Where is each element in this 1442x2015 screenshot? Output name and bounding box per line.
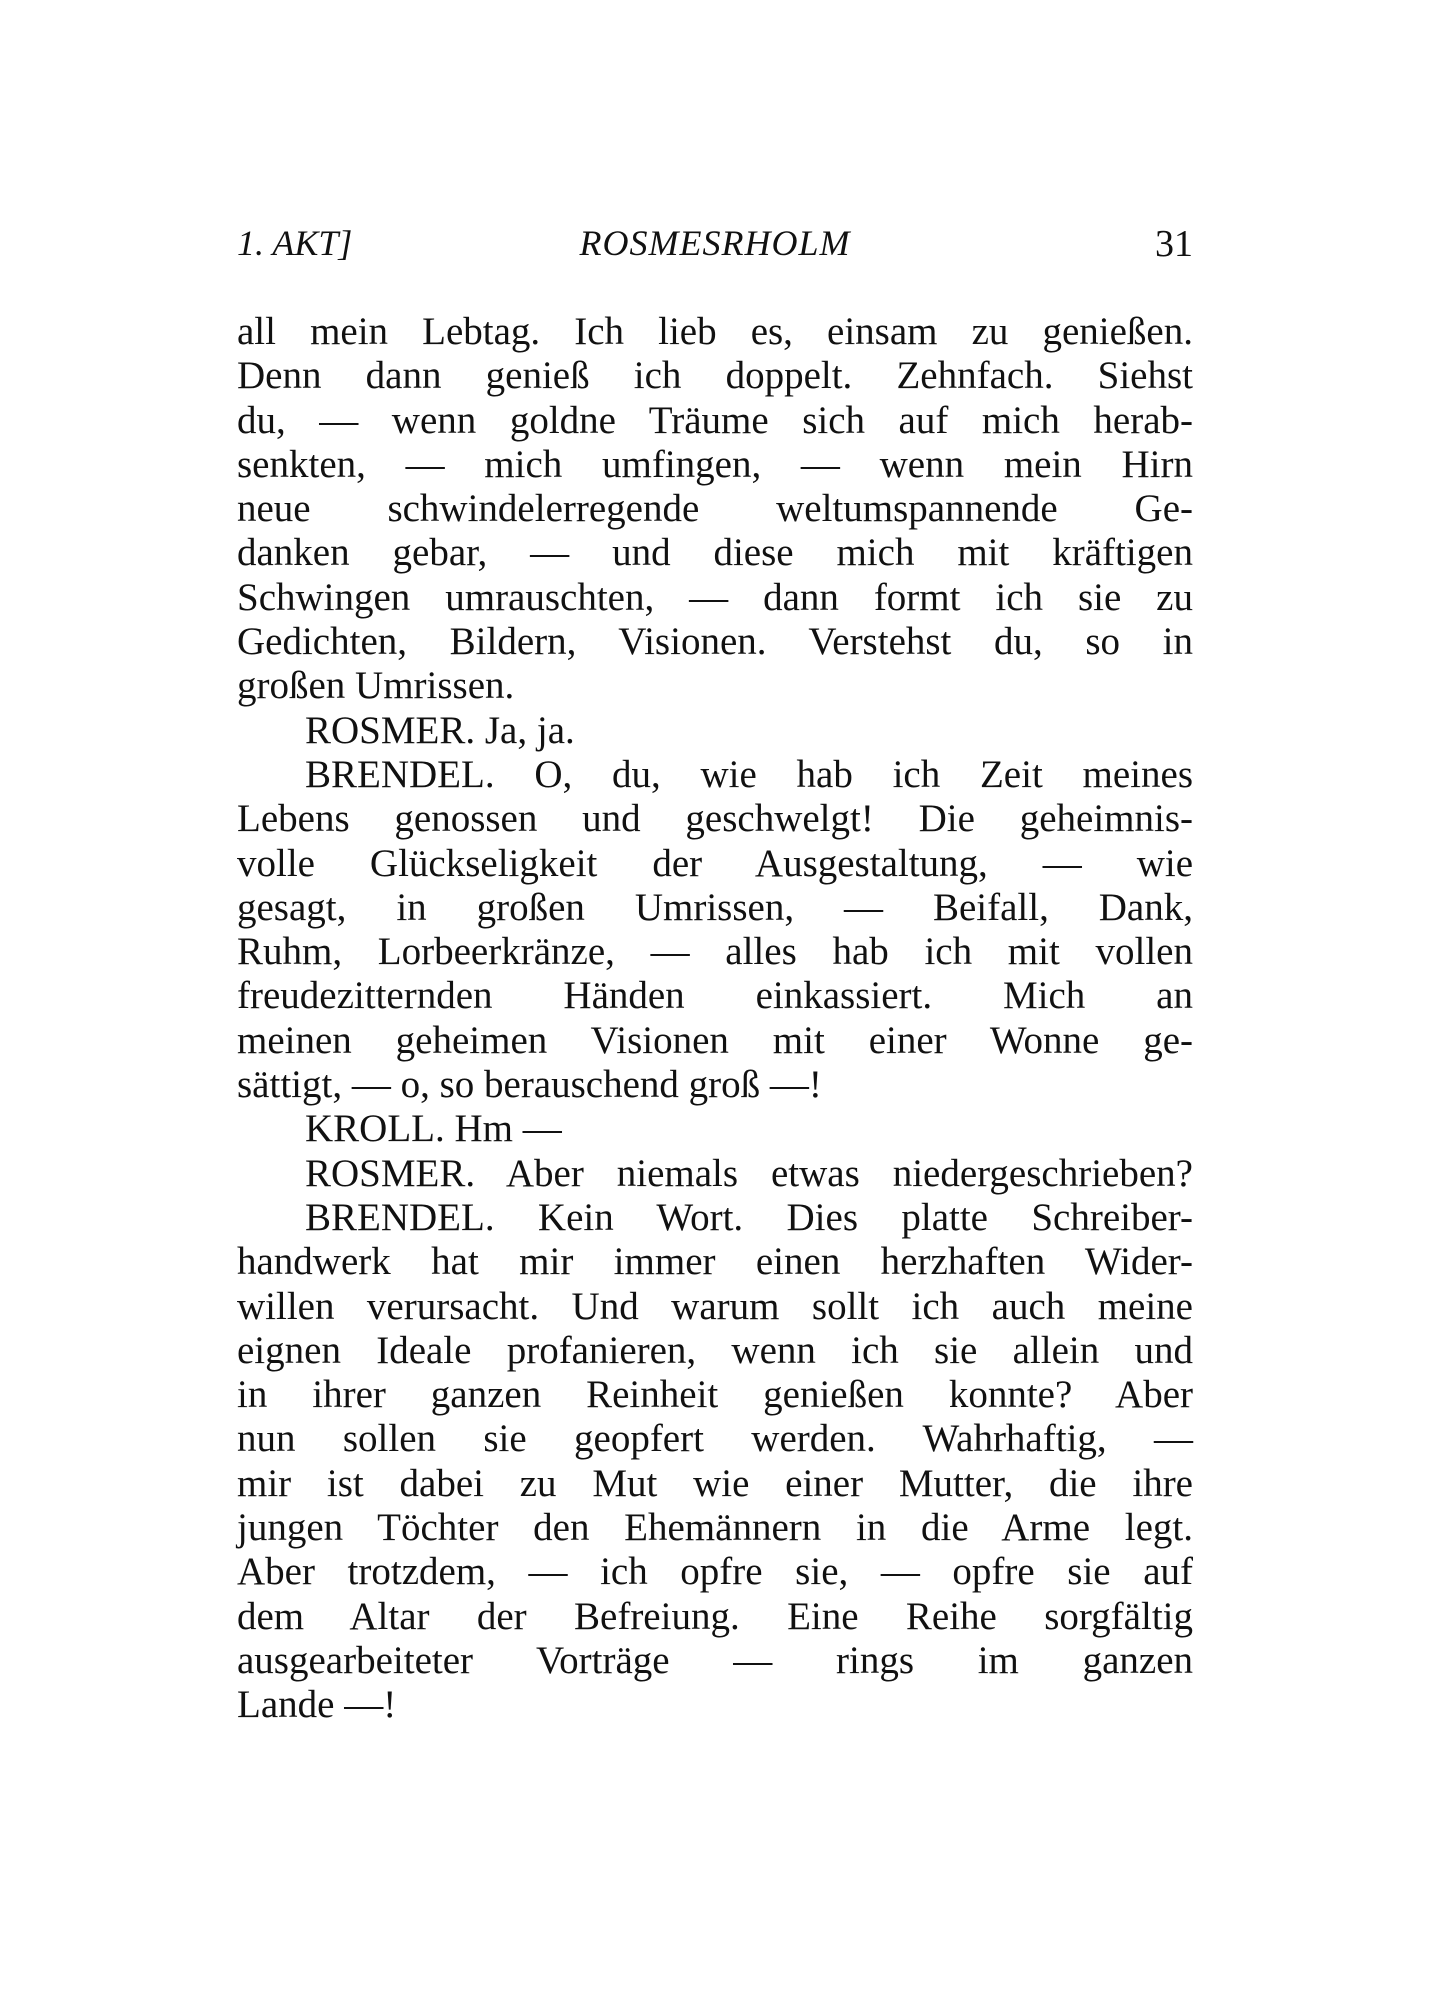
text-line: willen verursacht. Und warum sollt ich auch meine: [237, 1284, 1193, 1328]
text-line: Schwingen umrauschten, — dann formt ich sie zu: [237, 575, 1193, 619]
text-line: ausgearbeiteter Vorträge — rings im ganzen: [237, 1638, 1193, 1682]
play-title: ROSMESRHOLM: [579, 223, 851, 263]
text-line: mir ist dabei zu Mut wie einer Mutter, die ihre: [237, 1461, 1193, 1505]
text-line: volle Glückseligkeit der Ausgestaltung, — wie: [237, 841, 1193, 885]
text-line: großen Umrissen.: [237, 664, 515, 708]
text-line: Gedichten, Bildern, Visionen. Verstehst du, so in: [237, 620, 1193, 664]
text-line: dem Altar der Befreiung. Eine Reihe sorgfältig: [237, 1594, 1193, 1638]
text-line: KROLL. Hm —: [305, 1107, 562, 1151]
text-line: nun sollen sie geopfert werden. Wahrhaftig, —: [237, 1417, 1193, 1461]
text-line: Lande —!: [237, 1683, 397, 1727]
text-line: handwerk hat mir immer einen herzhaften Wider-: [237, 1240, 1193, 1284]
page-body-text: [237, 310, 1193, 1728]
text-line: all mein Lebtag. Ich lieb es, einsam zu genießen.: [237, 310, 1193, 353]
text-line: danken gebar, — und diese mich mit kräftigen: [237, 531, 1193, 575]
page-number: 31: [1155, 223, 1193, 265]
text-line: ROSMER. Aber niemals etwas niedergeschrieben?: [305, 1151, 1193, 1195]
text-line: Denn dann genieß ich doppelt. Zehnfach. Siehst: [237, 354, 1193, 398]
text-line: jungen Töchter den Ehemännern in die Arme legt.: [237, 1506, 1193, 1550]
text-line: freudezitternden Händen einkassiert. Mich an: [237, 974, 1193, 1018]
text-line: BRENDEL. Kein Wort. Dies platte Schreiber-: [305, 1195, 1193, 1239]
text-line: du, — wenn goldne Träume sich auf mich herab-: [237, 398, 1193, 442]
text-line: in ihrer ganzen Reinheit genießen konnte? Aber: [237, 1373, 1193, 1417]
text-line: ROSMER. Ja, ja.: [305, 708, 575, 752]
running-header: [237, 222, 1193, 272]
text-line: sättigt, — o, so berauschend groß —!: [237, 1063, 822, 1107]
text-line: Lebens genossen und geschwelgt! Die geheimnis-: [237, 797, 1193, 841]
text-line: eignen Ideale profanieren, wenn ich sie allein und: [237, 1328, 1193, 1372]
text-line: gesagt, in großen Umrissen, — Beifall, Dank,: [237, 885, 1193, 929]
text-line: BRENDEL. O, du, wie hab ich Zeit meines: [305, 752, 1193, 796]
text-line: Ruhm, Lorbeerkränze, — alles hab ich mit vollen: [237, 930, 1193, 974]
text-line: neue schwindelerregende weltumspannende Ge-: [237, 487, 1193, 531]
text-line: meinen geheimen Visionen mit einer Wonne ge-: [237, 1018, 1193, 1062]
text-line: Aber trotzdem, — ich opfre sie, — opfre sie auf: [237, 1550, 1193, 1594]
text-line: senkten, — mich umfingen, — wenn mein Hirn: [237, 442, 1193, 486]
act-label: 1. AKT]: [237, 223, 353, 263]
